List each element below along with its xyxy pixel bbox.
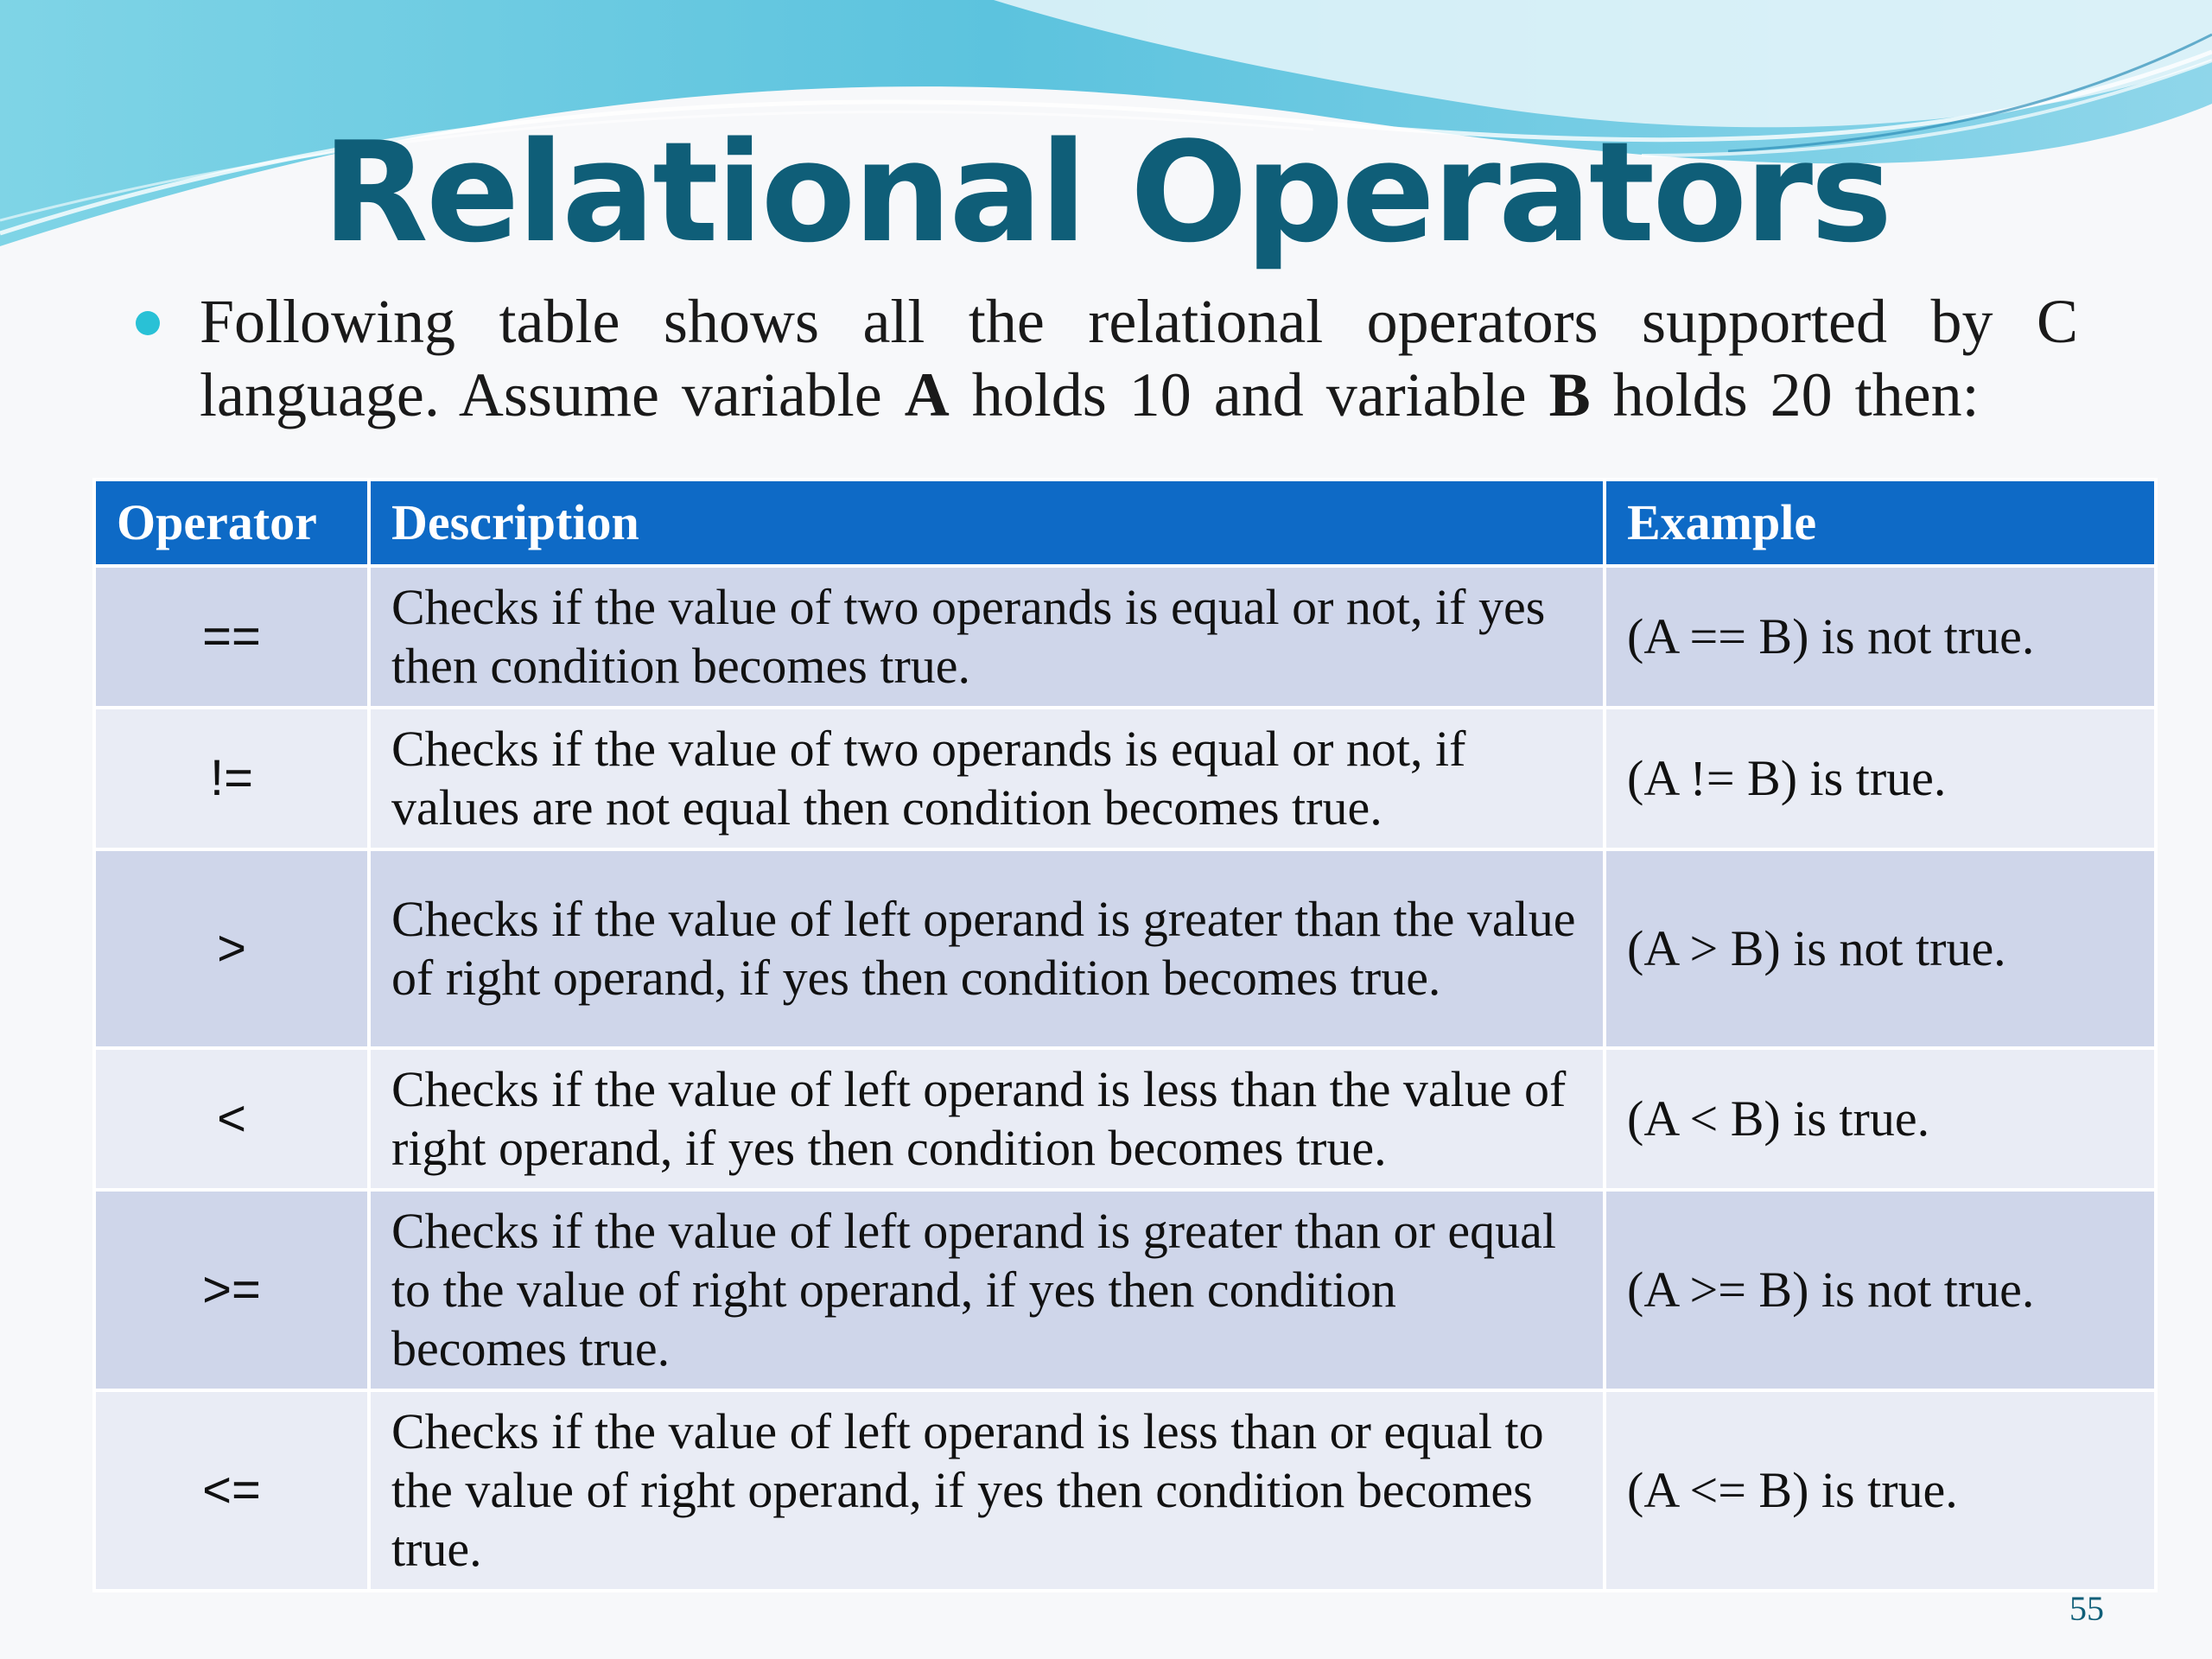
description-cell: Checks if the value of left operand is less than the value of right operand, if yes then condition becomes true.	[369, 1048, 1605, 1190]
relational-operators-table	[92, 478, 2158, 1592]
description-cell: Checks if the value of two operands is equal or not, if yes then condition becomes true.	[369, 566, 1605, 708]
description-cell: Checks if the value of left operand is less than or equal to the value of right operand, if yes then condition becomes true.	[369, 1390, 1605, 1591]
operator-cell: <	[94, 1048, 369, 1190]
page-number: 55	[2069, 1589, 2104, 1628]
example-cell: (A > B) is not true.	[1605, 849, 2156, 1048]
bullet-icon	[136, 311, 160, 335]
table-row	[94, 849, 2156, 1048]
example-cell: (A == B) is not true.	[1605, 566, 2156, 708]
example-cell: (A <= B) is true.	[1605, 1390, 2156, 1591]
bullet-point	[134, 285, 2078, 432]
table-row	[94, 1390, 2156, 1591]
header-operator: Operator	[94, 480, 369, 566]
operator-cell: <=	[94, 1390, 369, 1591]
example-cell: (A != B) is true.	[1605, 708, 2156, 849]
variable-a: A	[904, 360, 950, 429]
bullet-text-part: holds 10 and variable	[949, 360, 1549, 429]
bullet-text-part: Following table shows all the relational operators supported by C language. Assume variable	[200, 287, 2078, 429]
bullet-text	[200, 285, 2078, 432]
description-cell: Checks if the value of left operand is greater than the value of right operand, if yes then condition becomes true.	[369, 849, 1605, 1048]
slide-title: Relational Operators	[321, 111, 1891, 273]
operator-cell: ==	[94, 566, 369, 708]
variable-b: B	[1548, 360, 1591, 429]
table-row	[94, 1048, 2156, 1190]
operator-cell: >=	[94, 1190, 369, 1390]
description-cell: Checks if the value of two operands is equal or not, if values are not equal then condition becomes true.	[369, 708, 1605, 849]
table-row	[94, 1190, 2156, 1390]
operator-cell: !=	[94, 708, 369, 849]
operator-cell: >	[94, 849, 369, 1048]
example-cell: (A >= B) is not true.	[1605, 1190, 2156, 1390]
example-cell: (A < B) is true.	[1605, 1048, 2156, 1190]
table-row	[94, 566, 2156, 708]
bullet-text-part: holds 20 then:	[1590, 360, 1980, 429]
table-row	[94, 708, 2156, 849]
description-cell: Checks if the value of left operand is greater than or equal to the value of right operand, if yes then condition becomes true.	[369, 1190, 1605, 1390]
header-example: Example	[1605, 480, 2156, 566]
header-description: Description	[369, 480, 1605, 566]
table-header-row	[94, 480, 2156, 566]
